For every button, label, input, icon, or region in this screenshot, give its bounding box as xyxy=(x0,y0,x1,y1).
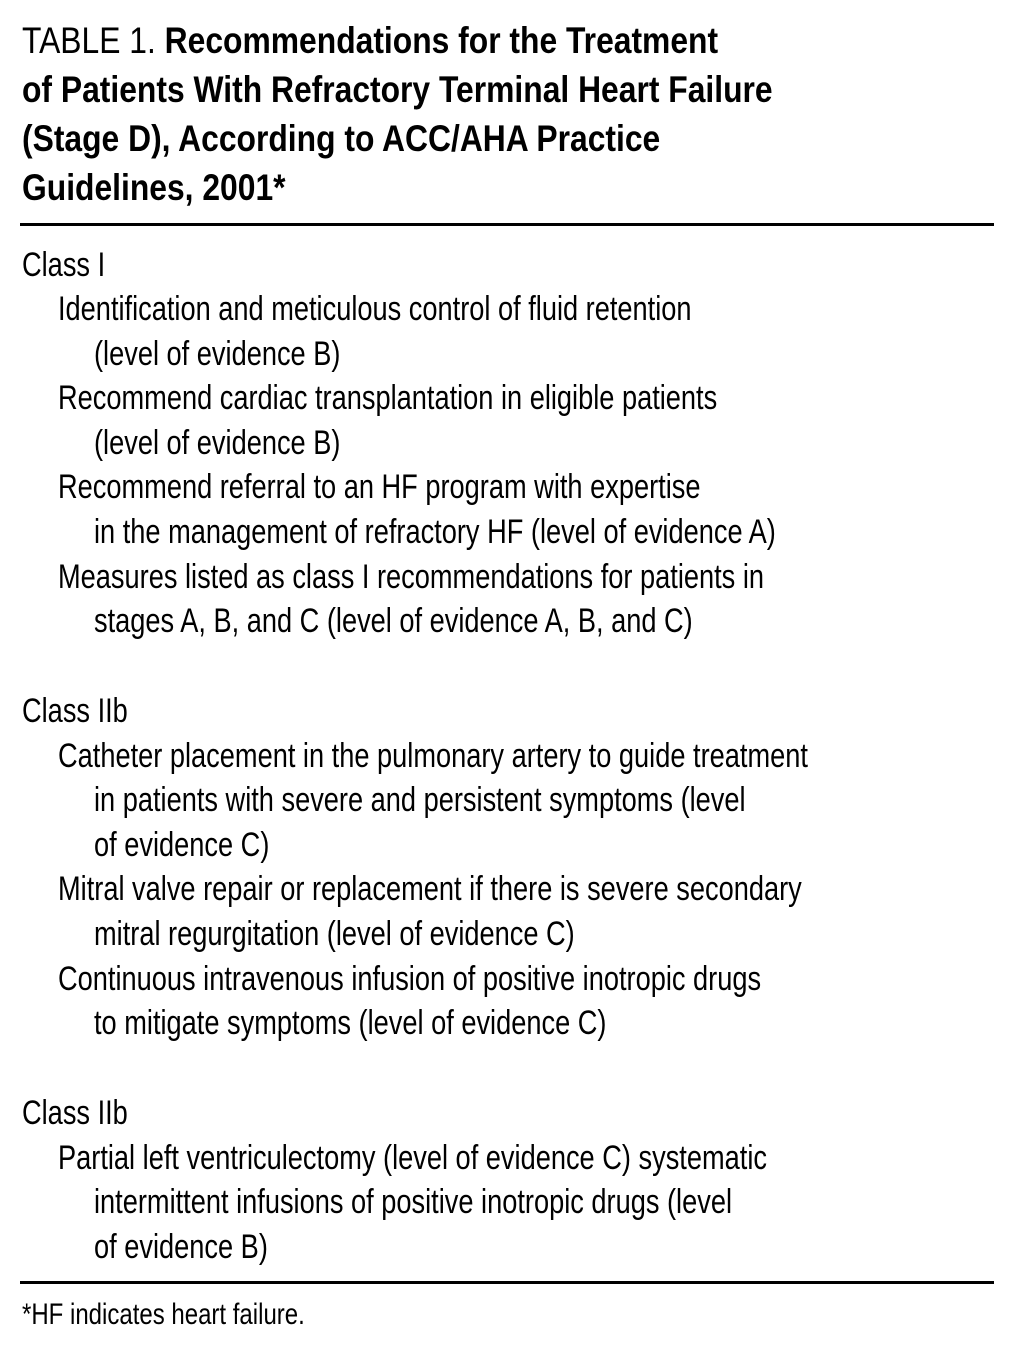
recommendation-line: stages A, B, and C (level of evidence A, B, and C) xyxy=(94,602,693,640)
recommendation-line: of evidence B) xyxy=(94,1228,268,1266)
table-title-line-3: (Stage D), According to ACC/AHA Practice xyxy=(22,118,661,159)
recommendation-line: Measures listed as class I recommendations for patients in xyxy=(58,558,765,596)
recommendation-line: Continuous intravenous infusion of positive inotropic drugs xyxy=(58,960,762,998)
table-label: TABLE 1. xyxy=(22,20,156,61)
recommendation-line: of evidence C) xyxy=(94,826,270,864)
footnote: *HF indicates heart failure. xyxy=(22,1298,305,1331)
table-title-line-2: of Patients With Refractory Terminal Heart Failure xyxy=(22,69,773,110)
section-heading-class-iib: Class IIb xyxy=(22,692,128,730)
recommendation-line: (level of evidence B) xyxy=(94,335,341,373)
recommendation-line: Catheter placement in the pulmonary artery to guide treatment xyxy=(58,737,808,775)
bottom-rule xyxy=(20,1281,994,1284)
section-heading-class-iib-2: Class IIb xyxy=(22,1094,128,1132)
table-title-line-1 xyxy=(22,22,718,59)
recommendation-line: Mitral valve repair or replacement if there is severe secondary xyxy=(58,870,802,908)
recommendation-line: intermittent infusions of positive inotropic drugs (level xyxy=(94,1183,732,1221)
recommendation-line: mitral regurgitation (level of evidence C) xyxy=(94,915,575,953)
recommendation-line: in patients with severe and persistent symptoms (level xyxy=(94,781,746,819)
top-rule xyxy=(20,223,994,226)
recommendation-line: Recommend referral to an HF program with expertise xyxy=(58,468,701,506)
recommendation-line: Recommend cardiac transplantation in eligible patients xyxy=(58,379,718,417)
recommendation-line: Partial left ventriculectomy (level of evidence C) systematic xyxy=(58,1139,767,1177)
recommendation-line: in the management of refractory HF (level of evidence A) xyxy=(94,513,776,551)
recommendation-line: to mitigate symptoms (level of evidence C) xyxy=(94,1004,607,1042)
section-heading-class-i: Class I xyxy=(22,246,106,284)
recommendation-line: (level of evidence B) xyxy=(94,424,341,462)
table-title-text: Recommendations for the Treatment xyxy=(164,20,719,61)
table-title-line-4: Guidelines, 2001* xyxy=(22,167,286,208)
recommendation-line: Identification and meticulous control of fluid retention xyxy=(58,290,692,328)
